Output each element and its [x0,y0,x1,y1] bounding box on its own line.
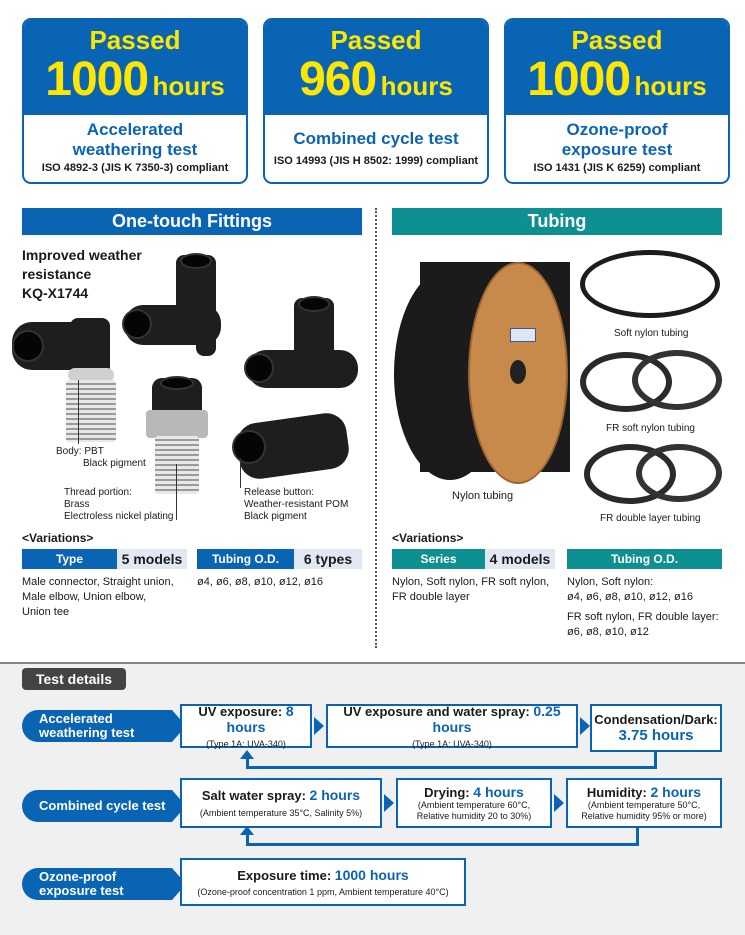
tubing-od-line3: FR soft nylon, FR double layer: [567,611,719,623]
hours-unit: hours [634,71,707,101]
card-standard: ISO 4892-3 (JIS K 7350-3) compliant [41,162,229,174]
step-main: Humidity: [586,785,651,800]
arrow-right-icon [580,717,590,735]
salt-spray-step [180,778,382,828]
fr-soft-nylon-label: FR soft nylon tubing [606,423,695,434]
thread-callout-line [176,464,177,520]
hours-number: 1000 [45,53,149,106]
uv-exposure-text [182,703,310,735]
improved-line2: resistance [22,266,92,282]
loop-line [246,758,249,768]
passed-label: Passed [571,25,663,55]
tubing-od-label: Tubing O.D. [567,549,722,569]
callout-release-line1: Release button: [244,487,315,498]
callout-thread-line1: Thread portion: [64,487,132,498]
card-header [506,20,728,115]
drying-text [398,784,550,800]
callout-body-line2: Black pigment [83,458,146,469]
soft-nylon-label: Soft nylon tubing [614,328,689,339]
type-label: Type [22,549,117,569]
result-card-accelerated [22,18,248,184]
accelerated-weathering-label [22,710,172,742]
soft-nylon-tubing-image [580,250,720,318]
callout-release [244,487,348,523]
row1-label-line2: weathering test [39,725,135,740]
step-sub: (Ambient temperature 50°C, [587,800,701,810]
fittings-variations-title: <Variations> [22,531,94,545]
body-callout-line [78,380,79,444]
hours-value [265,54,487,117]
card-title-line2: exposure test [561,140,673,159]
callout-body-line1: Body: PBT [56,446,104,457]
card-title: Accelerated [86,120,184,139]
hours-value [24,54,246,117]
release-callout-line [240,458,241,488]
step-main: Drying: [424,785,474,800]
series-list [392,575,549,605]
step-highlight: 2 hours [309,787,361,803]
type-value: 5 models [117,549,187,569]
step-highlight: 4 hours [473,784,524,800]
step-highlight: 2 hours [650,784,702,800]
step-main: Exposure time: [237,867,335,883]
arrow-up-icon [240,826,254,835]
card-header [24,20,246,115]
card-header [265,20,487,115]
type-list-line3: Union tee [22,606,70,618]
step-sub: Relative humidity 20 to 30%) [416,811,532,821]
tubing-od-line4: ø6, ø8, ø10, ø12 [567,626,649,638]
result-card-combined [263,18,489,184]
type-list [22,575,174,620]
uv-water-text [328,703,576,735]
step-main: Condensation/Dark: [594,712,718,727]
combined-cycle-label [22,790,172,822]
hours-value [506,54,728,117]
fittings-section-header: One-touch Fittings [22,208,362,235]
loop-line [246,843,639,846]
hours-unit: hours [380,71,453,101]
nylon-tubing-label: Nylon tubing [452,490,514,502]
card-title: Ozone-proof [566,120,668,139]
exposure-time-text [182,867,464,883]
step-sub: (Ambient temperature 60°C, [417,800,531,810]
test-details-tab: Test details [22,668,126,690]
callout-body [56,446,146,470]
tubing-section-header: Tubing [392,208,722,235]
callout-thread-line2: Brass [64,499,90,510]
step-main: Salt water spray: [201,788,310,803]
step-main: UV exposure and water spray: [343,703,534,719]
arrow-right-icon [554,794,564,812]
callout-release-line2: Weather-resistant POM [244,499,349,510]
type-list-line2: Male elbow, Union elbow, [22,591,147,603]
series-list-line2: FR double layer [392,591,470,603]
card-title-line2: weathering test [72,140,198,159]
hours-number: 1000 [527,53,631,106]
improved-line1: Improved weather [22,247,142,263]
tubing-od-line2: ø4, ø6, ø8, ø10, ø12, ø16 [567,591,693,603]
step-main: UV exposure: [198,703,286,719]
fr-double-layer-label: FR double layer tubing [600,513,701,524]
step-sub: (Type 1A: UVA-340) [412,738,492,749]
series-list-line1: Nylon, Soft nylon, FR soft nylon, [392,576,550,588]
result-card-ozone [504,18,730,184]
arrow-right-icon [314,717,324,735]
loop-line [246,766,657,769]
humidity-step [566,778,722,828]
tubing-variations-title: <Variations> [392,531,464,545]
step-highlight: 8 hours [226,702,294,735]
step-sub: (Type 1A: UVA-340) [206,738,286,749]
fittings-od-label: Tubing O.D. [197,549,294,569]
hours-number: 960 [299,53,377,106]
card-title: Combined cycle test [293,129,459,148]
step-sub: Relative humidity 95% or more) [581,811,707,821]
improved-weather-text [22,246,142,303]
passed-label: Passed [330,25,422,55]
humidity-text [568,784,720,800]
hours-unit: hours [152,71,225,101]
tubing-od-line1: Nylon, Soft nylon: [567,576,654,588]
salt-spray-text [182,787,380,803]
ozone-proof-label [22,868,172,900]
series-label: Series [392,549,485,569]
series-value: 4 models [485,549,555,569]
card-standard: ISO 14993 (JIS H 8502: 1999) compliant [273,155,479,167]
step-sub: (Ambient temperature 35°C, Salinity 5%) [199,808,363,818]
row2-label: Combined cycle test [39,798,166,813]
section-divider [375,208,377,648]
arrow-up-icon [240,750,254,759]
passed-label: Passed [89,25,181,55]
tubing-od-list [567,575,719,640]
condensation-dark-step [590,704,722,752]
fittings-od-value: 6 types [294,549,362,569]
fittings-od-list: ø4, ø6, ø8, ø10, ø12, ø16 [197,576,323,588]
arrow-right-icon [384,794,394,812]
row3-label-line1: Ozone-proof [39,869,117,884]
loop-line [246,834,249,845]
callout-thread [64,487,174,523]
step-highlight: 0.25 hours [432,702,561,735]
drying-step [396,778,552,828]
callout-thread-line3: Electroless nickel plating [64,511,174,522]
step-sub: (Ozone-proof concentration 1 ppm, Ambient temperature 40°C) [197,886,449,897]
row3-label-line2: exposure test [39,883,124,898]
type-list-line1: Male connector, Straight union, [22,576,174,588]
step-highlight: 3.75 hours [618,727,694,744]
row1-label-line1: Accelerated [39,711,113,726]
card-standard: ISO 1431 (JIS K 6259) compliant [533,162,701,174]
model-number: KQ-X1744 [22,285,89,301]
callout-release-line3: Black pigment [244,511,307,522]
uv-water-spray-step [326,704,578,748]
step-highlight: 1000 hours [334,866,409,883]
exposure-time-step [180,858,466,906]
uv-exposure-step [180,704,312,748]
